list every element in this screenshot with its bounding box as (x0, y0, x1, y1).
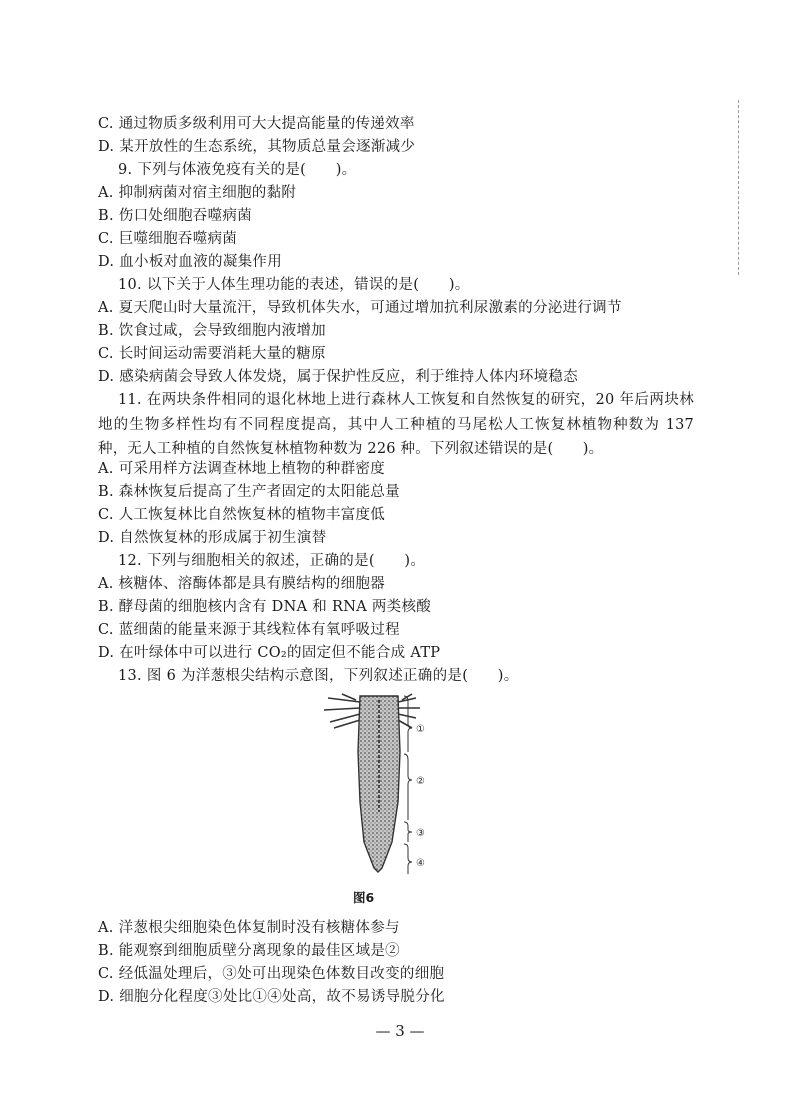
q12-option-b: B. 酵母菌的细胞核内含有 DNA 和 RNA 两类核酸 (98, 599, 432, 615)
binding-margin-dashes (738, 100, 740, 275)
region-label-4: ④ (416, 858, 425, 869)
page-number: — 3 — (375, 1022, 425, 1040)
q9-stem: 9. 下列与体液免疫有关的是( )。 (118, 162, 357, 178)
q8-option-c: C. 通过物质多级利用可大大提高能量的传递效率 (98, 116, 415, 132)
region-label-1: ① (416, 724, 425, 735)
q12-option-c: C. 蓝细菌的能量来源于其线粒体有氧呼吸过程 (98, 622, 400, 638)
q10-option-c: C. 长时间运动需要消耗大量的糖原 (98, 346, 326, 362)
q11-option-b: B. 森林恢复后提高了生产者固定的太阳能总量 (98, 484, 400, 500)
q10-option-b: B. 饮食过咸，会导致细胞内液增加 (98, 323, 326, 339)
q13-stem: 13. 图 6 为洋葱根尖结构示意图，下列叙述正确的是( )。 (118, 668, 519, 684)
region-label-2: ② (416, 776, 425, 787)
q11-option-a: A. 可采用样方法调查林地上植物的种群密度 (98, 461, 385, 477)
q13-option-d: D. 细胞分化程度③处比①④处高，故不易诱导脱分化 (98, 989, 445, 1005)
q13-option-b: B. 能观察到细胞质壁分离现象的最佳区域是② (98, 943, 400, 959)
q10-option-a: A. 夏天爬山时大量流汗，导致机体失水，可通过增加抗利尿激素的分泌进行调节 (98, 300, 622, 316)
q12-stem: 12. 下列与细胞相关的叙述，正确的是( )。 (118, 553, 426, 569)
q11-option-d: D. 自然恢复林的形成属于初生演替 (98, 530, 327, 546)
q13-option-c: C. 经低温处理后，③处可出现染色体数目改变的细胞 (98, 966, 445, 982)
figure-caption: 图6 (353, 890, 375, 905)
q9-option-a: A. 抑制病菌对宿主细胞的黏附 (98, 185, 297, 201)
q10-option-d: D. 感染病菌会导致人体发烧，属于保护性反应，利于维持人体内环境稳态 (98, 369, 579, 385)
q9-option-b: B. 伤口处细胞吞噬病菌 (98, 208, 252, 224)
q12-option-a: A. 核糖体、溶酶体都是具有膜结构的细胞器 (98, 576, 385, 592)
q9-option-c: C. 巨噬细胞吞噬病菌 (98, 231, 238, 247)
q10-stem: 10. 以下关于人体生理功能的表述，错误的是( )。 (118, 277, 470, 293)
region-braces (404, 696, 412, 874)
q13-option-a: A. 洋葱根尖细胞染色体复制时没有核糖体参与 (98, 920, 400, 936)
q8-option-d: D. 某开放性的生态系统，其物质总量会逐渐减少 (98, 139, 416, 155)
q11-option-c: C. 人工恢复林比自然恢复林的植物丰富度低 (98, 507, 386, 523)
q12-option-d: D. 在叶绿体中可以进行 CO₂的固定但不能合成 ATP (98, 645, 441, 661)
q11-stem: 11. 在两块条件相同的退化林地上进行森林人工恢复和自然恢复的研究，20 年后两块林地的生物多样性均有不同程度提高，其中人工种植的马尾松人工恢复林植物种数为 137 种，无人工种植的自然恢复林植物种数为 226 种。下列叙述错误的是( )。 (98, 392, 694, 457)
q9-option-d: D. 血小板对血液的凝集作用 (98, 254, 283, 270)
region-label-3: ③ (416, 828, 425, 839)
onion-root-tip-figure (320, 692, 450, 880)
